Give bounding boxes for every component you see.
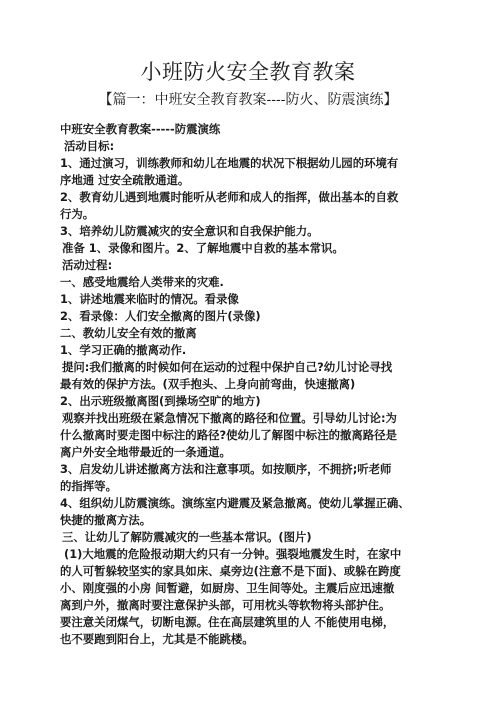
body-line: 三、让幼儿了解防震减灾的一些基本常识。(图片) xyxy=(62,530,312,544)
body-line: 4、组织幼儿防震演练。演练室内避震及紧急撤离。使幼儿掌握正确、 xyxy=(60,496,410,510)
body-line: 1、通过演习，训练教师和幼儿在地震的状况下根据幼儿园的环境有 xyxy=(60,156,399,170)
body-line: 1、学习正确的撤离动作. xyxy=(60,343,187,357)
body-line: 活动过程: xyxy=(62,258,113,272)
body-line: 观察并找出班级在紧急情况下撤离的路径和位置。引导幼儿讨论:为 xyxy=(62,411,397,425)
body-line: 行为。 xyxy=(60,207,95,221)
body-line: 2、看录像：人们安全撤离的图片(录像) xyxy=(60,309,261,323)
document-title: 小班防火安全教育教案 xyxy=(140,60,356,84)
body-line: 的人可暂躲较坚实的家具如床、桌旁边(注意不是下面)、或躲在跨度 xyxy=(60,564,401,578)
body-line: 的指挥等。 xyxy=(60,479,117,493)
body-line: 离户外安全地带最近的一条通道。 xyxy=(60,445,231,459)
body-line: 快捷的撤离方法。 xyxy=(60,513,152,527)
body-line: 二、教幼儿安全有效的撤离 xyxy=(60,326,197,340)
body-line: 一、感受地震给人类带来的灾难. xyxy=(60,275,224,289)
body-line: 2、教育幼儿遇到地震时能听从老师和成人的指挥，做出基本的自救 xyxy=(60,190,399,204)
body-line: (1)大地震的危险报动期大约只有一分钟。强裂地震发生时，在家中 xyxy=(64,547,402,561)
body-line: 3、启发幼儿讲述撤离方法和注意事项。如按顺序，不拥挤;听老师 xyxy=(60,462,392,476)
body-line: 什么撤离时要走图中标注的路径?使幼儿了解图中标注的撤离路径是 xyxy=(60,428,397,442)
document-subtitle: 【篇一：中班安全教育教案----防火、防震演练】 xyxy=(98,92,398,108)
body-line: 活动目标: xyxy=(64,139,115,153)
body-line: 序地通 过安全疏散通道。 xyxy=(60,173,190,187)
body-line: 2、出示班级撤离图(到操场空旷的地方) xyxy=(60,394,261,408)
body-line: 中班安全教育教案-----防震演练 xyxy=(60,122,221,136)
body-line: 提问:我们撤离的时候如何在运动的过程中保护自己?幼儿讨论寻找 xyxy=(62,360,393,374)
document-body xyxy=(60,121,450,648)
body-line: 小、刚度强的小房 间暂避，如厨房、卫生间等处。主震后应迅速撤 xyxy=(60,581,395,595)
body-line: 最有效的保护方法。(双手抱头、上身向前弯曲，快速撤离) xyxy=(60,377,356,391)
body-line: 也不要跑到阳台上，尤其是不能跳楼。 xyxy=(60,632,254,646)
body-line: 1、讲述地震来临时的情况。看录像 xyxy=(60,292,239,306)
body-line: 离到户外，撤离时要注意保护头部，可用枕头等软物将头部护住。 xyxy=(60,598,391,612)
body-line: 准备 1、录像和图片。2、了解地震中自救的基本常识。 xyxy=(62,241,344,255)
body-line: 要注意关闭煤气，切断电源。住在高层建筑里的人 不能使用电梯， xyxy=(60,615,395,629)
body-line: 3、培养幼儿防震减灾的安全意识和自我保护能力。 xyxy=(60,224,319,238)
